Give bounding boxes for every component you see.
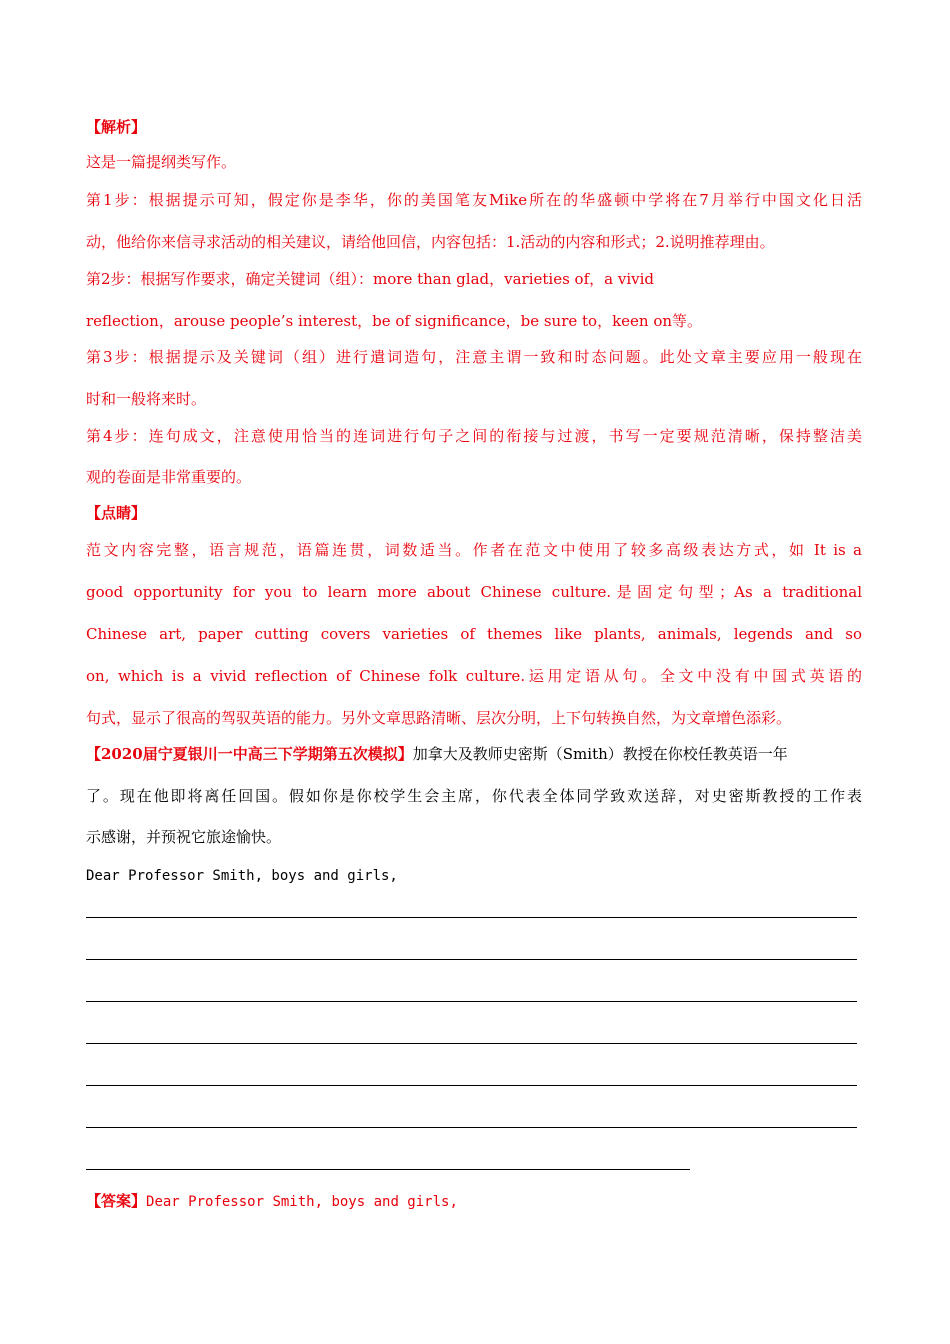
highlight-line3: Chinese art, paper cutting covers varieties of themes like plants, animals, legends and so [86, 625, 862, 643]
answer-label: 【答案】 [86, 1192, 147, 1210]
task-line3: 示感谢，并预祝它旅途愉快。 [86, 828, 282, 846]
analysis-intro: 这是一篇提纲类写作。 [86, 153, 237, 171]
writing-line-short [86, 1169, 690, 1170]
writing-line [86, 959, 857, 960]
step1-line1: 第1步：根据提示可知，假定你是李华，你的美国笔友Mike所在的华盛顿中学将在7月举行中国文化日活 [86, 191, 862, 209]
highlight-line2: good opportunity for you to learn more about Chinese culture.是固定句型；As a traditional [86, 583, 862, 601]
highlight-line1: 范文内容完整，语言规范，语篇连贯，词数适当。作者在范文中使用了较多高级表达方式，如 It is a [86, 541, 862, 559]
task-line1-text: 加拿大及教师史密斯（Smith）教授在你校任教英语一年 [412, 745, 788, 763]
step4-line2: 观的卷面是非常重要的。 [86, 468, 252, 486]
highlight-heading: 【点睛】 [86, 504, 147, 522]
answer-line [86, 1191, 458, 1212]
task-line2: 了。现在他即将离任回国。假如你是你校学生会主席，你代表全体同学致欢送辞，对史密斯教授的工作表 [86, 787, 862, 805]
task-salutation: Dear Professor Smith, boys and girls, [86, 868, 398, 884]
analysis-heading: 【解析】 [86, 118, 147, 136]
writing-line [86, 1127, 857, 1128]
highlight-line5: 句式，显示了很高的驾驭英语的能力。另外文章思路清晰、层次分明，上下句转换自然，为文章增色添彩。 [86, 709, 792, 727]
writing-line [86, 1085, 857, 1086]
step4-line1: 第4步：连句成文，注意使用恰当的连词进行句子之间的衔接与过渡，书写一定要规范清晰，保持整洁美 [86, 427, 862, 445]
step3-line1: 第3步：根据提示及关键词（组）进行遣词造句，注意主谓一致和时态问题。此处文章主要应用一般现在 [86, 348, 862, 366]
task-line1 [86, 744, 788, 764]
step2-line2: reflection，arouse people’s interest，be of significance，be sure to，keen on等。 [86, 312, 703, 330]
writing-line [86, 1001, 857, 1002]
step1-line2: 动，他给你来信寻求活动的相关建议，请给他回信，内容包括：1.活动的内容和形式；2.说明推荐理由。 [86, 233, 775, 251]
task-source: 【2020届宁夏银川一中高三下学期第五次模拟】 [86, 745, 413, 763]
writing-line [86, 1043, 857, 1044]
writing-line [86, 917, 857, 918]
highlight-line4: on, which is a vivid reflection of Chinese folk culture.运用定语从句。全文中没有中国式英语的 [86, 667, 862, 685]
answer-text: Dear Professor Smith, boys and girls, [146, 1194, 458, 1210]
step3-line2: 时和一般将来时。 [86, 390, 207, 408]
step2-line1: 第2步：根据写作要求，确定关键词（组）：more than glad，varieties of，a vivid [86, 270, 654, 288]
